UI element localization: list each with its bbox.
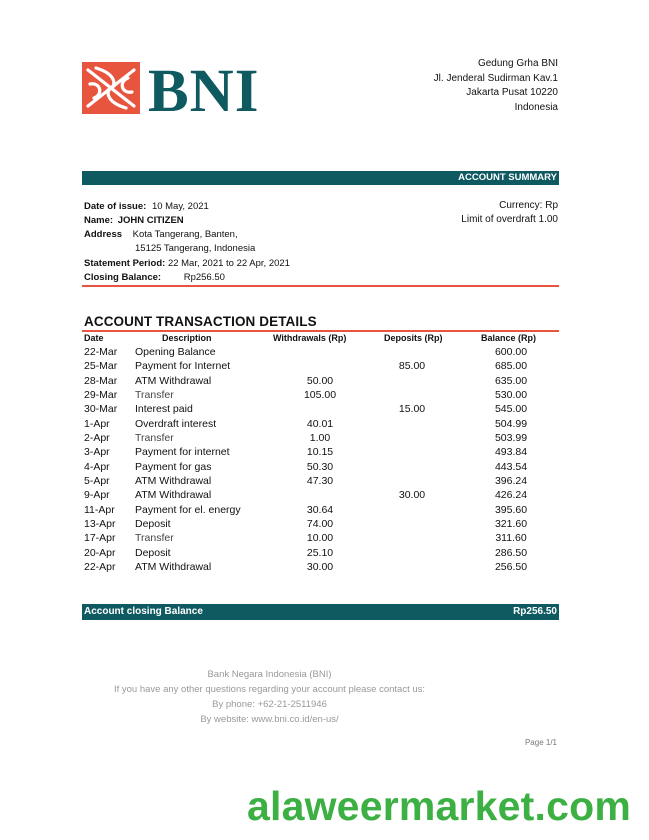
date-of-issue — [84, 201, 209, 212]
closing-balance-bar — [82, 604, 559, 620]
date-value: 10 May, 2021 — [151, 201, 209, 212]
cell-date: 25-Mar — [84, 360, 118, 373]
cell-balance: 311.60 — [495, 532, 527, 545]
cell-balance: 685.00 — [494, 360, 528, 373]
cell-description: Deposit — [135, 546, 171, 559]
cell-withdrawal: 50.30 — [306, 460, 334, 473]
cell-description: Overdraft interest — [135, 417, 217, 430]
cell-withdrawal: 10.00 — [306, 532, 334, 545]
header-withdrawals: Withdrawals (Rp) — [273, 333, 347, 343]
page-number: Page 1/1 — [524, 738, 557, 747]
table-header — [0, 333, 649, 345]
cell-withdrawal: 47.30 — [306, 475, 334, 488]
cell-balance: 503.99 — [494, 432, 528, 445]
table-row — [0, 518, 649, 532]
logo-text: BNI — [148, 60, 260, 116]
table-row — [0, 475, 649, 489]
cell-balance: 545.00 — [494, 403, 528, 416]
cell-date: 2-Apr — [84, 432, 110, 445]
account-summary-bar — [82, 171, 559, 185]
cell-description: Payment for internet — [135, 446, 230, 459]
footer-phone: By phone: +62-21-2511946 — [212, 699, 327, 710]
cell-deposit: 15.00 — [398, 403, 426, 416]
cell-withdrawal: 30.00 — [306, 561, 334, 574]
table-row — [0, 389, 649, 403]
closing-value: Rp256.50 — [183, 272, 225, 283]
customer-address — [84, 229, 238, 240]
cell-balance: 635.00 — [494, 374, 528, 387]
address-line: Jakarta Pusat 10220 — [466, 87, 558, 98]
cell-description: Transfer — [135, 389, 174, 402]
table-row — [0, 547, 649, 561]
address-line: Jl. Jenderal Sudirman Kav.1 — [433, 72, 558, 84]
cell-withdrawal: 74.00 — [306, 518, 334, 531]
cell-withdrawal: 30.64 — [306, 503, 334, 516]
name-value: JOHN CITIZEN — [117, 215, 184, 226]
cell-date: 3-Apr — [84, 446, 110, 459]
table-row — [0, 489, 649, 503]
header-description: Description — [162, 333, 212, 343]
cell-balance: 256.50 — [494, 561, 528, 574]
closing-balance-value: Rp256.50 — [513, 606, 557, 617]
overdraft-limit: Limit of overdraft 1.00 — [461, 214, 558, 225]
address-label: Address — [84, 229, 123, 240]
watermark: alaweermarket.com — [247, 783, 632, 829]
cell-date: 20-Apr — [84, 546, 116, 559]
cell-date: 5-Apr — [84, 475, 110, 488]
period-value: 22 Mar, 2021 to 22 Apr, 2021 — [167, 258, 290, 269]
cell-balance: 396.24 — [494, 475, 528, 488]
cell-description: Interest paid — [135, 403, 193, 416]
cell-description: Deposit — [135, 518, 171, 531]
cell-balance: 600.00 — [494, 346, 528, 358]
cell-description: Payment for Internet — [135, 360, 231, 373]
transaction-table — [0, 346, 649, 576]
table-row — [0, 504, 649, 518]
cell-withdrawal: 1.00 — [309, 432, 331, 445]
cell-withdrawal: 40.01 — [306, 417, 334, 430]
cell-date: 17-Apr — [84, 532, 116, 545]
account-summary-title: ACCOUNT SUMMARY — [458, 172, 557, 183]
cell-date: 1-Apr — [84, 417, 110, 430]
cell-balance: 443.54 — [494, 460, 528, 473]
cell-balance: 395.60 — [494, 503, 528, 516]
cell-withdrawal: 105.00 — [303, 389, 337, 402]
cell-description: Opening Balance — [135, 346, 216, 358]
name-label: Name: — [84, 215, 114, 226]
cell-description: ATM Withdrawal — [135, 561, 212, 574]
cell-date: 22-Apr — [84, 561, 116, 574]
cell-date: 11-Apr — [84, 503, 115, 516]
address-line-2: 15125 Tangerang, Indonesia — [135, 243, 256, 254]
cell-description: ATM Withdrawal — [135, 374, 212, 387]
footer-contact: If you have any other questions regarding your account please contact us: — [113, 684, 426, 695]
table-row — [0, 461, 649, 475]
header-deposits: Deposits (Rp) — [384, 333, 443, 343]
cell-deposit: 30.00 — [398, 489, 426, 502]
address-line-1: Kota Tangerang, Banten, — [132, 229, 238, 240]
cell-date: 30-Mar — [84, 403, 118, 416]
cell-description: Transfer — [135, 532, 174, 545]
closing-balance-label: Account closing Balance — [84, 606, 203, 617]
cell-balance: 286.50 — [494, 546, 528, 559]
bni-logo — [82, 60, 292, 116]
footer-website: By website: www.bni.co.id/en-us/ — [200, 714, 339, 725]
header-date: Date — [84, 333, 104, 343]
cell-date: 9-Apr — [84, 489, 110, 502]
table-row — [0, 561, 649, 575]
table-row — [0, 432, 649, 446]
cell-deposit: 85.00 — [398, 360, 426, 373]
divider — [82, 330, 559, 332]
transactions-title: ACCOUNT TRANSACTION DETAILS — [84, 314, 317, 329]
cell-description: Transfer — [135, 432, 174, 445]
table-row — [0, 360, 649, 374]
period-label: Statement Period: — [84, 258, 166, 269]
cell-balance: 321.60 — [494, 518, 528, 531]
table-row — [0, 532, 649, 546]
cell-balance: 426.24 — [494, 489, 528, 502]
cell-description: ATM Withdrawal — [135, 475, 212, 488]
cell-withdrawal: 50.00 — [306, 374, 334, 387]
bank-address — [434, 57, 558, 115]
table-row — [0, 346, 649, 360]
account-name — [84, 215, 184, 226]
cell-withdrawal: 10.15 — [306, 446, 334, 459]
address-line: Gedung Grha BNI — [477, 58, 558, 69]
cell-withdrawal: 25.10 — [306, 546, 334, 559]
table-row — [0, 403, 649, 417]
table-row — [0, 375, 649, 389]
divider — [82, 285, 559, 287]
footer-bank-name: Bank Negara Indonesia (BNI) — [207, 669, 332, 680]
currency: Currency: Rp — [499, 200, 558, 211]
cell-date: 4-Apr — [84, 460, 110, 473]
closing-balance-summary — [84, 272, 225, 283]
address-line: Indonesia — [514, 101, 558, 113]
closing-label: Closing Balance: — [84, 272, 162, 283]
cell-date: 22-Mar — [84, 346, 118, 358]
cell-date: 29-Mar — [84, 389, 118, 402]
cell-balance: 504.99 — [494, 417, 528, 430]
header-balance: Balance (Rp) — [481, 333, 537, 343]
cell-description: Payment for el. energy — [135, 503, 241, 516]
footer — [0, 667, 539, 727]
cell-balance: 493.84 — [494, 446, 528, 459]
table-row — [0, 446, 649, 460]
cell-date: 28-Mar — [84, 374, 118, 387]
cell-description: ATM Withdrawal — [135, 489, 212, 502]
cell-balance: 530.00 — [494, 389, 528, 402]
cell-date: 13-Apr — [84, 518, 116, 531]
table-row — [0, 418, 649, 432]
date-label: Date of issue: — [84, 201, 147, 212]
statement-period — [84, 258, 290, 269]
cell-description: Payment for gas — [135, 460, 212, 473]
